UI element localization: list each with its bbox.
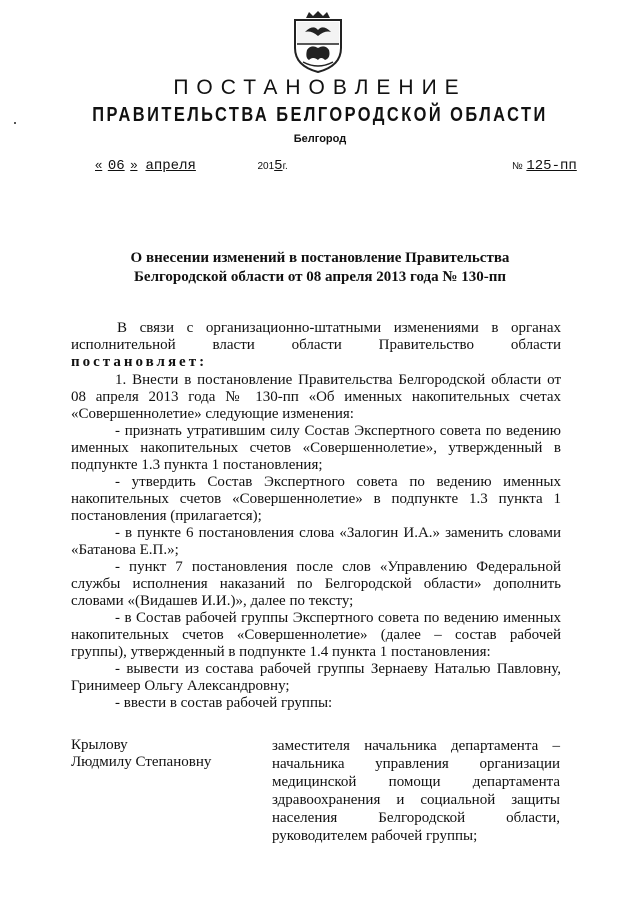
member-given-names: Людмилу Степановну <box>71 754 212 770</box>
document-title: ПОСТАНОВЛЕНИЕ <box>173 76 467 99</box>
resolves-word: постановляет: <box>71 354 208 370</box>
paragraph-2: - признать утратившим силу Состав Экспертного совета по ведению именных накопительных счетов «Совершеннолетие», утвержденный в подпункте 1.3 пункта 1 постановления; <box>71 423 561 473</box>
date-open-quote: « <box>95 157 103 172</box>
date-year-digit: 5 <box>274 158 283 174</box>
intro-line-1: В связи с организационно-штатными изменениями в органах <box>117 320 561 336</box>
intro-line-2: исполнительной власти области Правительство области <box>71 337 561 353</box>
member-name <box>71 737 211 771</box>
city-name: Белгород <box>293 133 347 145</box>
date-year-suffix: г. <box>282 161 288 172</box>
paragraph-5: - пункт 7 постановления после слов «Управлению Федеральной службы исполнения наказаний по Белгородской области» дополнить словами «(Видашев И.И.)», далее по тексту; <box>71 559 561 609</box>
member-surname: Крылову <box>71 737 128 753</box>
paragraph-1: 1. Внести в постановление Правительства Белгородской области от 08 апреля 2013 года № 130-пп «Об именных накопительных счетах «Совершеннолетие» следующие изменения: <box>71 372 561 422</box>
number-label: № <box>512 161 523 172</box>
margin-dot <box>14 122 16 124</box>
paragraph-6: - в Состав рабочей группы Экспертного совета по ведению именных накопительных счетов «Совершеннолетие» (далее – состав рабочей группы), утвержденный в подпункте 1.4 пункта 1 постановления: <box>71 610 561 660</box>
heading-line-1: О внесении изменений в постановление Правительства <box>130 250 510 266</box>
date-month: апреля <box>145 158 196 174</box>
issuing-authority: ПРАВИТЕЛЬСТВА БЕЛГОРОДСКОЙ ОБЛАСТИ <box>92 104 548 126</box>
member-position: заместителя начальника департамента – начальника управления организации медицинской помощи департамента здравоохранения и социальной защиты населения Белгородской области, руководителем рабочей группы; <box>272 738 560 844</box>
heading-line-2: Белгородской области от 08 апреля 2013 года № 130-пп <box>134 269 506 285</box>
paragraph-8: - ввести в состав рабочей группы: <box>115 695 333 711</box>
paragraph-4: - в пункте 6 постановления слова «Залогин И.А.» заменить словами «Батанова Е.П.»; <box>71 525 561 558</box>
paragraph-3: - утвердить Состав Экспертного совета по ведению именных накопительных счетов «Совершеннолетие» в подпункте 1.3 пункта 1 постановления (прилагается); <box>71 474 561 524</box>
intro-paragraph <box>71 320 561 371</box>
document-number <box>512 157 577 174</box>
date-day: 06 <box>107 158 125 174</box>
document-date <box>95 157 288 174</box>
date-year-prefix: 201 <box>257 161 275 172</box>
number-value: 125-пп <box>526 158 577 174</box>
paragraph-7: - вывести из состава рабочей группы Зернаеву Наталью Павловну, Гринимеер Ольгу Александровну; <box>71 661 561 694</box>
document-heading <box>70 249 570 287</box>
date-close-quote: » <box>130 157 138 172</box>
belgorod-coat-of-arms-icon <box>291 10 345 74</box>
